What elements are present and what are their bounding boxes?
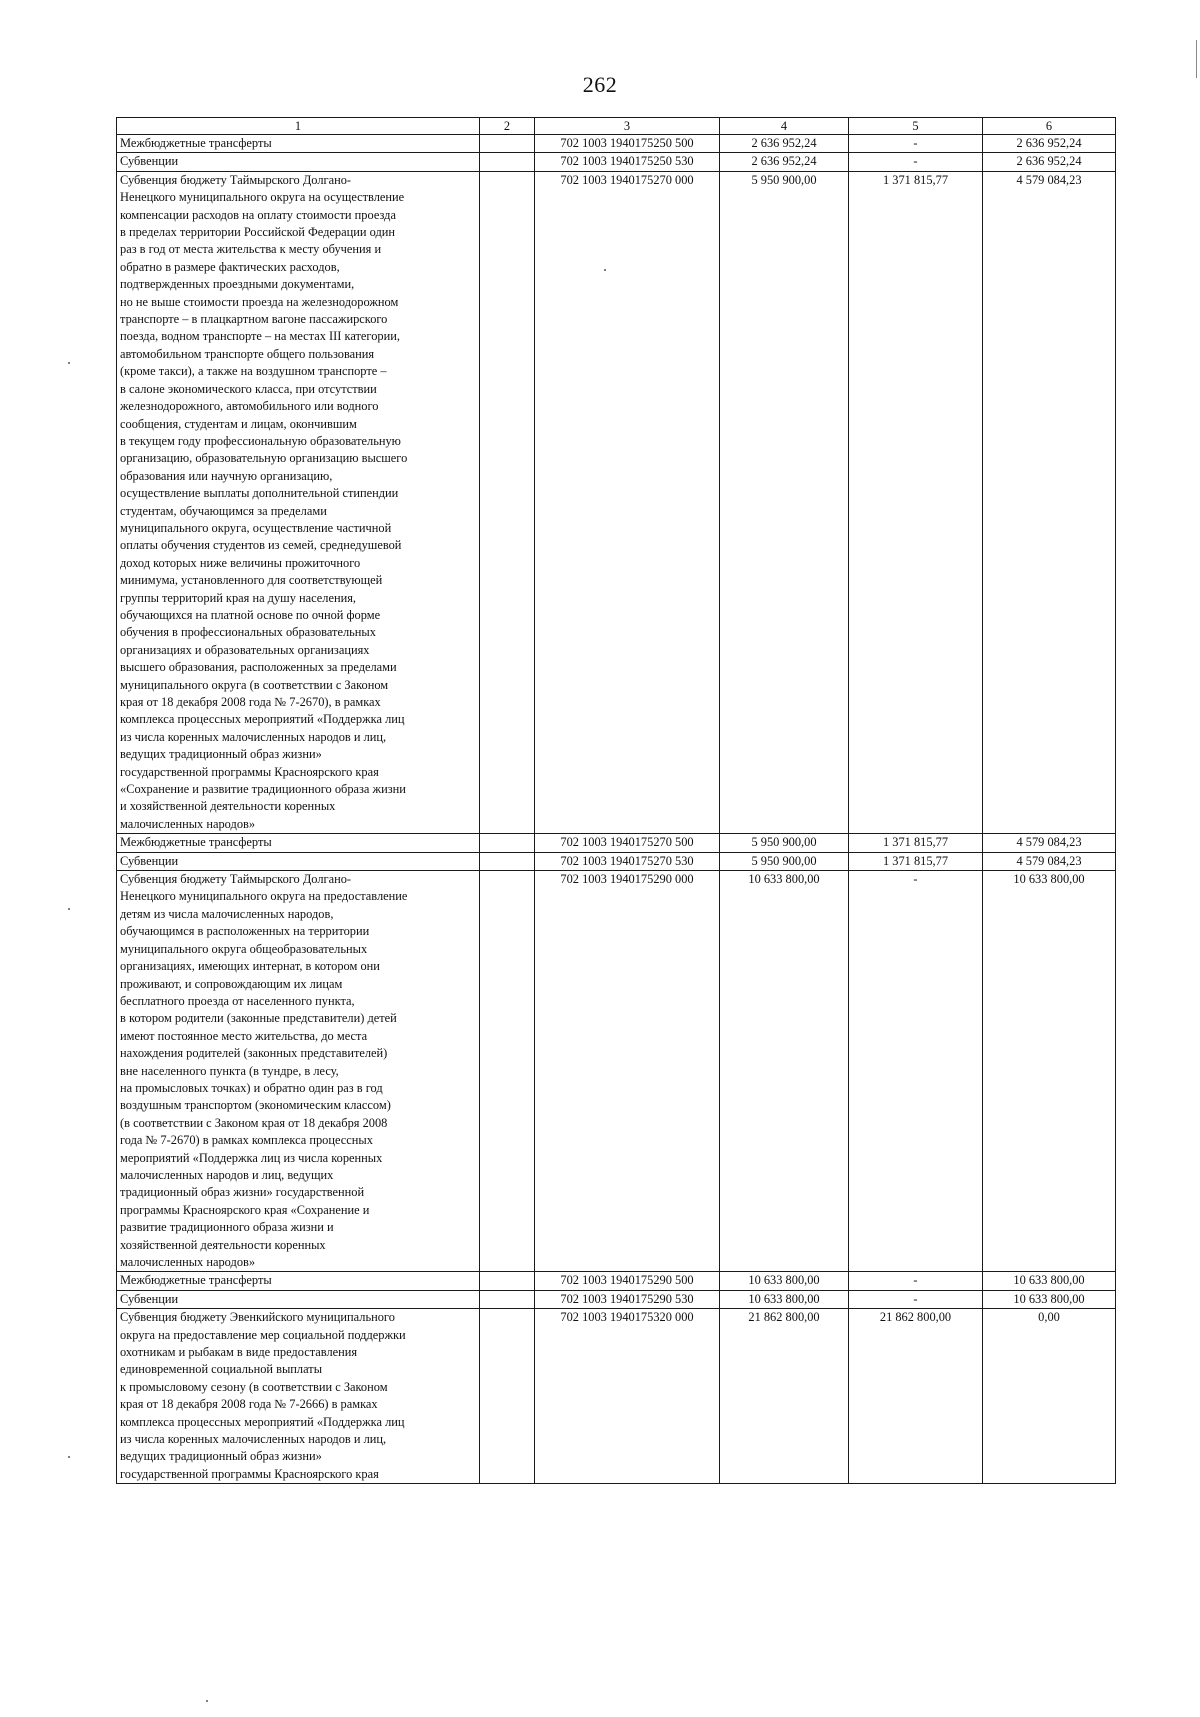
row-amount-planned: 10 633 800,00 xyxy=(720,871,849,1272)
row-name-line: автомобильном транспорте общего пользования xyxy=(120,346,375,361)
row-name-line: обучающихся на платной основе по очной форме xyxy=(120,607,381,622)
scan-dot xyxy=(604,269,606,271)
row-name-line: в котором родители (законные представители) детей xyxy=(120,1011,397,1026)
row-name-line: из числа коренных малочисленных народов и лиц, xyxy=(120,729,387,744)
row-col2 xyxy=(480,153,535,171)
column-header: 3 xyxy=(535,118,720,135)
row-name-line: развитие традиционного образа жизни и xyxy=(120,1220,334,1235)
row-amount-executed: - xyxy=(849,1272,983,1290)
row-name-line: программы Красноярского края «Сохранение и xyxy=(120,1202,370,1217)
row-col2 xyxy=(480,852,535,870)
row-name-line: обратно в размере фактических расходов, xyxy=(120,259,340,274)
row-name-line: из числа коренных малочисленных народов и лиц, xyxy=(120,1432,387,1447)
row-name-line: в салоне экономического класса, при отсутствии xyxy=(120,381,377,396)
row-amount-remaining: 10 633 800,00 xyxy=(983,871,1116,1272)
row-col2 xyxy=(480,871,535,1272)
row-name-line: воздушным транспортом (экономическим классом) xyxy=(120,1098,391,1113)
row-name-line: муниципального округа общеобразовательных xyxy=(120,941,368,956)
row-name-line: Субвенции xyxy=(120,1291,179,1306)
row-name-line: образования или научную организацию, xyxy=(120,468,333,483)
row-name-line: высшего образования, расположенных за пределами xyxy=(120,660,397,675)
row-amount-planned: 5 950 900,00 xyxy=(720,852,849,870)
row-name-line: в пределах территории Российской Федерации один xyxy=(120,225,396,240)
row-name-line: Межбюджетные трансферты xyxy=(120,1273,272,1288)
row-name-line: охотникам и рыбакам в виде предоставления xyxy=(120,1345,358,1360)
row-code: 702 1003 1940175270 500 xyxy=(535,834,720,852)
row-code: 702 1003 1940175290 530 xyxy=(535,1290,720,1308)
row-amount-remaining: 4 579 084,23 xyxy=(983,171,1116,833)
row-col2 xyxy=(480,834,535,852)
row-name-line: обучающимся в расположенных на территории xyxy=(120,924,370,939)
row-name-line: малочисленных народов» xyxy=(120,816,256,831)
row-name-line: Субвенции xyxy=(120,154,179,169)
row-name-line: (в соответствии с Законом края от 18 декабря 2008 xyxy=(120,1115,388,1130)
row-name-line: обучения в профессиональных образовательных xyxy=(120,625,376,640)
row-name-line: имеют постоянное место жительства, до места xyxy=(120,1028,368,1043)
row-name-line: государственной программы Красноярского края xyxy=(120,764,379,779)
row-code: 702 1003 1940175250 530 xyxy=(535,153,720,171)
scan-dot xyxy=(68,1456,70,1458)
row-name-line: осуществление выплаты дополнительной стипендии xyxy=(120,486,399,501)
row-amount-planned: 5 950 900,00 xyxy=(720,834,849,852)
row-name xyxy=(117,1290,480,1308)
row-name-line: единовременной социальной выплаты xyxy=(120,1362,323,1377)
row-name-line: доход которых ниже величины прожиточного xyxy=(120,555,361,570)
row-amount-executed: 1 371 815,77 xyxy=(849,171,983,833)
table-row xyxy=(117,852,1116,870)
table-row xyxy=(117,153,1116,171)
row-name-line: сообщения, студентам и лицам, окончившим xyxy=(120,416,357,431)
row-amount-executed: - xyxy=(849,871,983,1272)
row-name-line: округа на предоставление мер социальной поддержки xyxy=(120,1327,406,1342)
table-row xyxy=(117,171,1116,833)
row-name xyxy=(117,1309,480,1484)
row-name-line: малочисленных народов» xyxy=(120,1255,256,1269)
row-amount-executed: 1 371 815,77 xyxy=(849,834,983,852)
row-code: 702 1003 1940175320 000 xyxy=(535,1309,720,1484)
row-name-line: железнодорожного, автомобильного или водного xyxy=(120,399,379,414)
row-amount-executed: 1 371 815,77 xyxy=(849,852,983,870)
column-header: 4 xyxy=(720,118,849,135)
row-name-line: Субвенция бюджету Эвенкийского муниципального xyxy=(120,1310,395,1325)
table-row xyxy=(117,871,1116,1272)
row-name-line: раз в год от места жительства к месту обучения и xyxy=(120,242,382,257)
table-row xyxy=(117,1272,1116,1290)
row-name-line: в текущем году профессиональную образовательную xyxy=(120,433,401,448)
row-amount-remaining: 2 636 952,24 xyxy=(983,135,1116,153)
table-row xyxy=(117,1309,1116,1484)
row-amount-remaining: 10 633 800,00 xyxy=(983,1272,1116,1290)
row-name-line: проживают, и сопровождающим их лицам xyxy=(120,976,343,991)
row-name-line: и хозяйственной деятельности коренных xyxy=(120,799,336,814)
table-row xyxy=(117,135,1116,153)
row-name-line: ведущих традиционный образ жизни» xyxy=(120,1449,322,1464)
row-name-line: хозяйственной деятельности коренных xyxy=(120,1237,326,1252)
scan-edge-mark xyxy=(1196,40,1197,78)
row-amount-planned: 21 862 800,00 xyxy=(720,1309,849,1484)
row-name-line: малочисленных народов и лиц, ведущих xyxy=(120,1167,334,1182)
row-name-line: комплекса процессных мероприятий «Поддержка лиц xyxy=(120,1414,405,1429)
row-name xyxy=(117,871,480,1272)
scan-dot xyxy=(68,908,70,910)
budget-table xyxy=(116,117,1116,1484)
row-name-line: Ненецкого муниципального округа на осуществление xyxy=(120,190,405,205)
row-name-line: транспорте – в плацкартном вагоне пассажирского xyxy=(120,312,388,327)
row-name-line: поезда, водном транспорте – на местах III категории, xyxy=(120,329,400,344)
row-name-line: муниципального округа (в соответствии с Законом xyxy=(120,677,389,692)
row-amount-executed: - xyxy=(849,135,983,153)
row-name-line: подтвержденных проездными документами, xyxy=(120,277,355,292)
row-name-line: ведущих традиционный образ жизни» xyxy=(120,747,322,762)
row-name-line: вне населенного пункта (в тундре, в лесу, xyxy=(120,1063,339,1078)
row-amount-executed: 21 862 800,00 xyxy=(849,1309,983,1484)
row-name-line: года № 7-2670) в рамках комплекса процессных xyxy=(120,1133,373,1148)
row-amount-remaining: 2 636 952,24 xyxy=(983,153,1116,171)
row-name-line: детям из числа малочисленных народов, xyxy=(120,906,334,921)
row-name-line: края от 18 декабря 2008 года № 7-2670), в рамках xyxy=(120,695,381,709)
row-name-line: на промысловых точках) и обратно один раз в год xyxy=(120,1080,383,1095)
row-amount-planned: 2 636 952,24 xyxy=(720,153,849,171)
row-name-line: но не выше стоимости проезда на железнодорожном xyxy=(120,294,399,309)
row-col2 xyxy=(480,1272,535,1290)
row-amount-executed: - xyxy=(849,153,983,171)
row-name-line: к промысловому сезону (в соответствии с Законом xyxy=(120,1379,388,1394)
row-name-line: «Сохранение и развитие традиционного образа жизни xyxy=(120,782,406,797)
row-name xyxy=(117,153,480,171)
row-col2 xyxy=(480,1290,535,1308)
row-name-line: организациях, имеющих интернат, в котором они xyxy=(120,959,380,974)
row-col2 xyxy=(480,171,535,833)
scan-dot xyxy=(206,1700,208,1702)
table-header-row xyxy=(117,118,1116,135)
row-name xyxy=(117,834,480,852)
row-name xyxy=(117,852,480,870)
row-col2 xyxy=(480,135,535,153)
row-code: 702 1003 1940175290 500 xyxy=(535,1272,720,1290)
row-name-line: муниципального округа, осуществление частичной xyxy=(120,520,392,535)
row-name-line: (кроме такси), а также на воздушном транспорте – xyxy=(120,364,387,379)
row-name-line: мероприятий «Поддержка лиц из числа коренных xyxy=(120,1150,383,1165)
row-amount-planned: 2 636 952,24 xyxy=(720,135,849,153)
scan-dot xyxy=(68,362,70,364)
row-name xyxy=(117,135,480,153)
row-amount-planned: 10 633 800,00 xyxy=(720,1290,849,1308)
page-number: 262 xyxy=(582,72,618,97)
row-name-line: Субвенция бюджету Таймырского Долгано- xyxy=(120,872,352,887)
row-name xyxy=(117,171,480,833)
table-row xyxy=(117,834,1116,852)
table-row xyxy=(117,1290,1116,1308)
row-name-line: государственной программы Красноярского края xyxy=(120,1466,379,1481)
column-header: 2 xyxy=(480,118,535,135)
row-amount-remaining: 0,00 xyxy=(983,1309,1116,1484)
row-name-line: Межбюджетные трансферты xyxy=(120,835,272,850)
row-amount-planned: 5 950 900,00 xyxy=(720,171,849,833)
row-code: 702 1003 1940175270 530 xyxy=(535,852,720,870)
row-name xyxy=(117,1272,480,1290)
row-name-line: Субвенция бюджету Таймырского Долгано- xyxy=(120,172,352,187)
row-amount-remaining: 4 579 084,23 xyxy=(983,834,1116,852)
row-amount-remaining: 10 633 800,00 xyxy=(983,1290,1116,1308)
row-name-line: Субвенции xyxy=(120,853,179,868)
row-name-line: края от 18 декабря 2008 года № 7-2666) в рамках xyxy=(120,1397,378,1412)
column-header: 1 xyxy=(117,118,480,135)
row-name-line: компенсации расходов на оплату стоимости проезда xyxy=(120,207,396,222)
row-name-line: комплекса процессных мероприятий «Поддержка лиц xyxy=(120,712,405,727)
row-name-line: оплаты обучения студентов из семей, среднедушевой xyxy=(120,538,402,553)
row-name-line: бесплатного проезда от населенного пункта, xyxy=(120,993,355,1008)
row-code: 702 1003 1940175290 000 xyxy=(535,871,720,1272)
row-col2 xyxy=(480,1309,535,1484)
row-name-line: минимума, установленного для соответствующей xyxy=(120,573,383,588)
row-amount-executed: - xyxy=(849,1290,983,1308)
row-code: 702 1003 1940175250 500 xyxy=(535,135,720,153)
column-header: 6 xyxy=(983,118,1116,135)
row-name-line: Межбюджетные трансферты xyxy=(120,136,272,150)
column-header: 5 xyxy=(849,118,983,135)
row-name-line: организацию, образовательную организацию высшего xyxy=(120,451,408,466)
row-name-line: традиционный образ жизни» государственной xyxy=(120,1185,365,1200)
row-code: 702 1003 1940175270 000 xyxy=(535,171,720,833)
row-name-line: организациях и образовательных организациях xyxy=(120,642,370,657)
row-name-line: студентам, обучающимся за пределами xyxy=(120,503,327,518)
row-name-line: Ненецкого муниципального округа на предоставление xyxy=(120,889,408,904)
row-amount-planned: 10 633 800,00 xyxy=(720,1272,849,1290)
row-amount-remaining: 4 579 084,23 xyxy=(983,852,1116,870)
row-name-line: нахождения родителей (законных представителей) xyxy=(120,1046,388,1061)
row-name-line: группы территорий края на душу населения, xyxy=(120,590,357,605)
